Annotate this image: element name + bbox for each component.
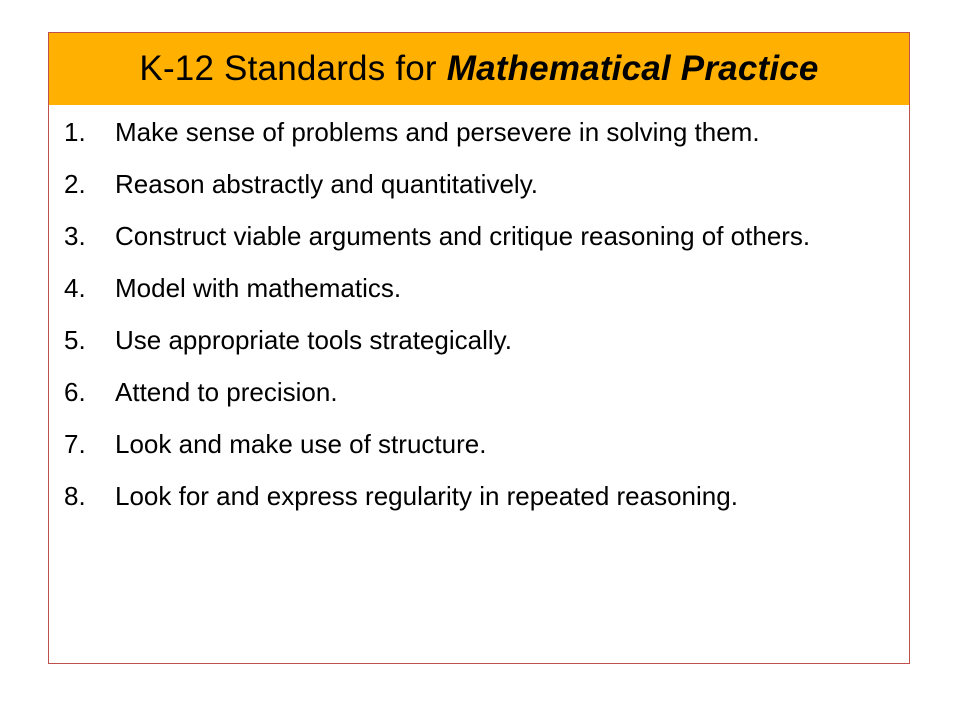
list-item bbox=[49, 113, 909, 152]
item-text: Attend to precision. bbox=[115, 377, 338, 407]
list-item bbox=[49, 269, 909, 308]
item-text: Construct viable arguments and critique reasoning of others. bbox=[115, 221, 811, 251]
item-text: Use appropriate tools strategically. bbox=[115, 325, 512, 355]
list-item bbox=[49, 373, 909, 412]
item-number: 7. bbox=[64, 429, 86, 459]
item-number: 4. bbox=[64, 273, 86, 303]
item-text: Look for and express regularity in repeated reasoning. bbox=[115, 481, 738, 511]
item-number: 2. bbox=[64, 169, 86, 199]
slide-title bbox=[139, 49, 818, 89]
standards-box bbox=[48, 32, 910, 664]
list-item bbox=[49, 425, 909, 464]
list-item bbox=[49, 477, 909, 516]
list-item bbox=[49, 217, 909, 256]
item-text: Make sense of problems and persevere in solving them. bbox=[115, 117, 760, 147]
list-item bbox=[49, 165, 909, 204]
item-text: Reason abstractly and quantitatively. bbox=[115, 169, 538, 199]
item-number: 3. bbox=[64, 221, 86, 251]
item-number: 1. bbox=[64, 117, 86, 147]
item-text: Look and make use of structure. bbox=[115, 429, 487, 459]
item-number: 8. bbox=[64, 481, 86, 511]
practice-list bbox=[49, 113, 909, 529]
item-number: 6. bbox=[64, 377, 86, 407]
item-text: Model with mathematics. bbox=[115, 273, 402, 303]
list-item bbox=[49, 321, 909, 360]
title-bar bbox=[49, 33, 909, 105]
title-emphasis: Mathematical Practice bbox=[446, 49, 819, 88]
title-prefix: K-12 Standards for bbox=[139, 49, 447, 88]
item-number: 5. bbox=[64, 325, 86, 355]
